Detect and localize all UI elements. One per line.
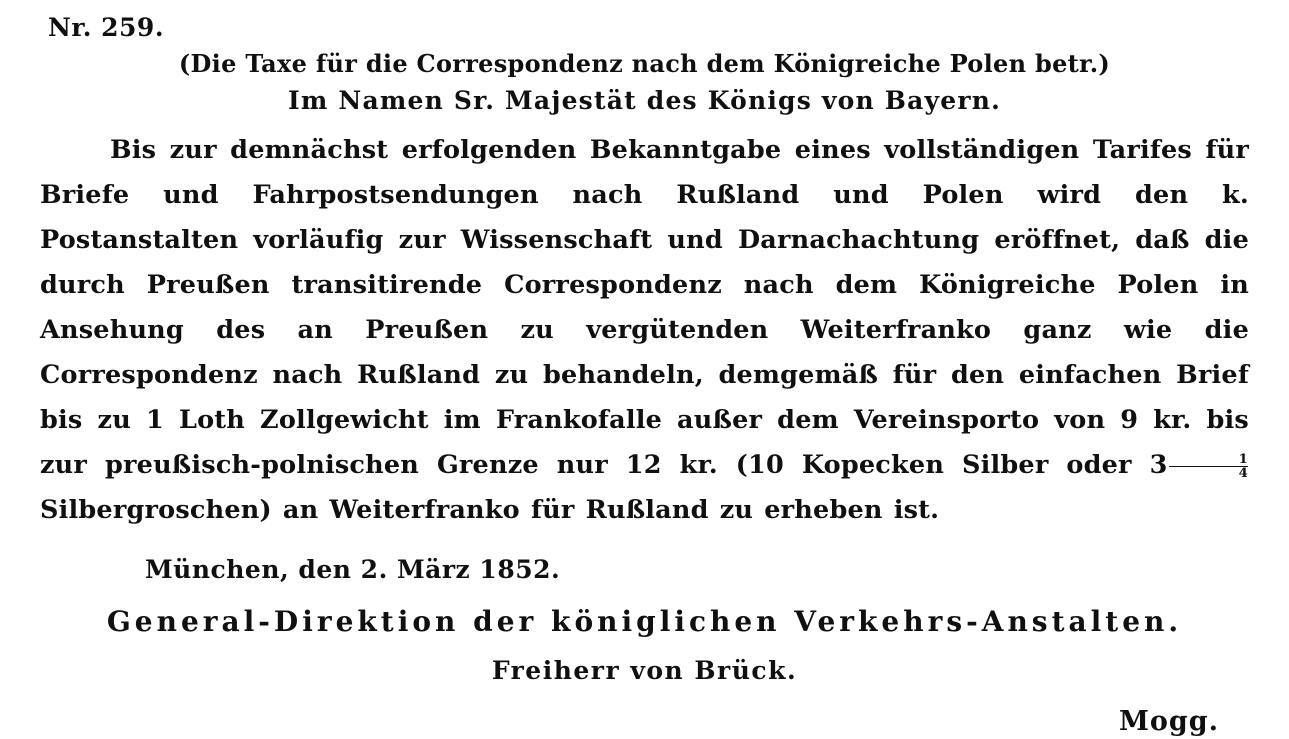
fraction-one-quarter (1169, 453, 1248, 481)
body-text-part-two: Silbergroschen) an Weiterfranko für Rußland zu erheben ist. (40, 494, 940, 525)
fraction-whole-number: 3 (1149, 449, 1168, 480)
document-body (40, 128, 1249, 533)
fraction-numerator: 1 (1238, 452, 1248, 468)
signature-name: Freiherr von Brück. (491, 656, 798, 686)
place-and-date: München, den 2. März 1852. (145, 554, 561, 584)
document-number: Nr. 259. (48, 13, 165, 42)
issuing-authority: General-Direktion der königlichen Verkehrs-Anstalten. (106, 604, 1183, 638)
body-text-part-one: Bis zur demnächst erfolgenden Bekanntgabe eines vollständigen Tarifes für Briefe und Fahrpostsendungen nach Rußland und Polen wird den k. Postanstalten vorläufig zur Wissenschaft und Darnachachtung eröffnet, daß die durch Preußen transitirende Correspondenz nach dem Königreiche Polen in Ansehung des an Preußen zu vergütenden Weiterfranko ganz wie die Correspondenz nach Rußland zu behandeln, demgemäß für den einfachen Brief bis zu 1 Loth Zollgewicht im Frankofalle außer dem Vereinsporto von 9 kr. bis zur preußisch-polnischen Grenze nur 12 kr. (10 Kopecken Silber oder (40, 134, 1249, 480)
fraction-denominator: 4 (1169, 466, 1248, 480)
countersignature-name: Mogg. (1118, 706, 1219, 738)
silbergroschen-amount (1150, 450, 1249, 480)
document-subject-line: (Die Taxe für die Correspondenz nach dem Königreiche Polen betr.) (178, 48, 1111, 78)
document-authority-heading: Im Namen Sr. Majestät des Königs von Bayern. (287, 86, 1002, 116)
